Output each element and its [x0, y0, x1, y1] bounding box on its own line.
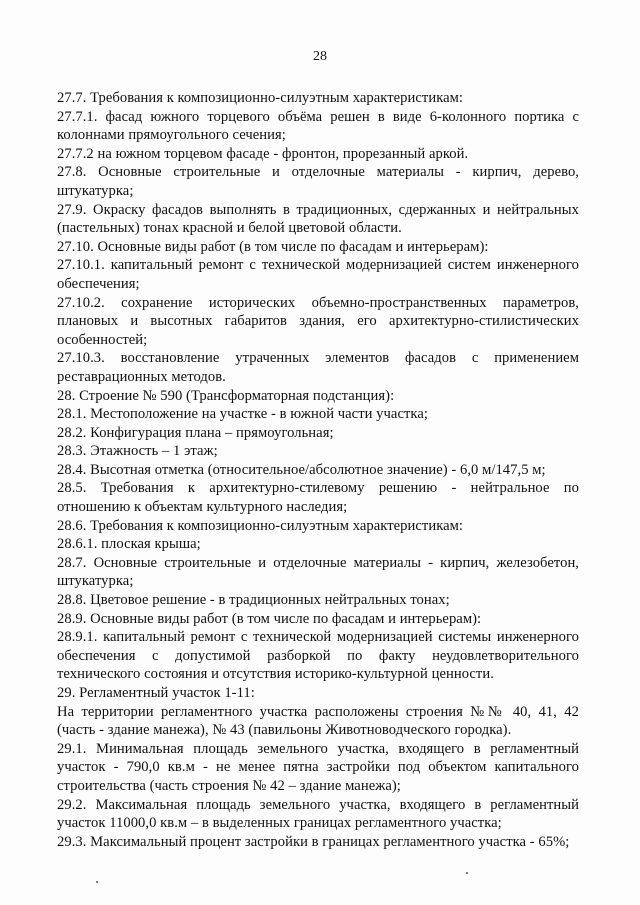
- paragraph-28: 28. Строение № 590 (Трансформаторная подстанция):: [57, 387, 395, 404]
- paragraph-27-10-1: 27.10.1. капитальный ремонт с технической модернизацией систем инженерного обеспечения;: [57, 257, 579, 292]
- paragraph-28-1: 28.1. Местоположение на участке - в южной части участка;: [57, 406, 428, 423]
- paragraph-27-7-2: 27.7.2 на южном торцевом фасаде - фронтон, прорезанный аркой.: [57, 145, 469, 162]
- paragraph-28-2: 28.2. Конфигурация плана – прямоугольная;: [57, 424, 334, 441]
- paragraph-27-10-2: 27.10.2. сохранение исторических объемно-пространственных параметров, плановых и высотных габаритов здания, его архитектурно-стилистических особенностей;: [57, 294, 579, 348]
- paragraph-29-3: 29.3. Максимальный процент застройки в границах регламентного участка - 65%;: [57, 833, 570, 850]
- paragraph-29-1: 29.1. Минимальная площадь земельного участка, входящего в регламентный участок - 790,0 кв.м - не менее пятна застройки под объектом капитального строительства (часть строения № 42 – здание манежа);: [57, 740, 579, 794]
- paragraph-27-9: 27.9. Окраску фасадов выполнять в традиционных, сдержанных и нейтральных (пастельных) тонах красной и белой цветовой области.: [57, 201, 579, 237]
- paragraph-28-6: 28.6. Требования к композиционно-силуэтным характеристикам:: [57, 517, 464, 534]
- document-body: [57, 89, 579, 851]
- paragraph-29-2: 29.2. Максимальная площадь земельного участка, входящего в регламентный участок 11000,0 кв.м – в выделенных границах регламентного участка;: [57, 796, 579, 832]
- paragraph-27-8: 27.8. Основные строительные и отделочные материалы - кирпич, дерево, штукатурка;: [57, 164, 579, 199]
- paragraph-28-7: 28.7. Основные строительные и отделочные материалы - кирпич, железобетон, штукатурка;: [57, 554, 579, 590]
- paragraph-29: 29. Регламентный участок 1-11:: [57, 685, 255, 701]
- scan-speck: [466, 872, 468, 874]
- paragraph-28-8: 28.8. Цветовое решение - в традиционных нейтральных тонах;: [57, 592, 450, 609]
- paragraph-28-4: 28.4. Высотная отметка (относительное/абсолютное значение) - 6,0 м/147,5 м;: [57, 461, 546, 478]
- paragraph-28-3: 28.3. Этажность – 1 этаж;: [57, 443, 218, 460]
- page-number: 28: [313, 49, 327, 64]
- paragraph-29-intro: На территории регламентного участка расположены строения №№ 40, 41, 42 (часть - здание манежа), № 43 (павильоны Животноводческого городка).: [57, 703, 579, 739]
- paragraph-28-9-1: 28.9.1. капитальный ремонт с технической модернизацией системы инженерного обеспечения с допустимой разборкой по факту неудовлетворительного технического состояния и отсутствия историко-культурной ценности.: [57, 629, 579, 683]
- paragraph-27-7: 27.7. Требования к композиционно-силуэтным характеристикам:: [57, 90, 464, 106]
- scan-speck: [96, 881, 98, 883]
- paragraph-27-10-3: 27.10.3. восстановление утраченных элементов фасадов с применением реставрационных методов.: [57, 350, 579, 385]
- paragraph-28-9: 28.9. Основные виды работ (в том числе по фасадам и интерьерам):: [57, 610, 482, 627]
- paragraph-27-10: 27.10. Основные виды работ (в том числе по фасадам и интерьерам):: [57, 238, 489, 255]
- paragraph-28-6-1: 28.6.1. плоская крыша;: [57, 536, 201, 553]
- paragraph-27-7-1: 27.7.1. фасад южного торцевого объёма решен в виде 6-колонного портика с колоннами прямоугольного сечения;: [57, 108, 579, 144]
- paragraph-28-5: 28.5. Требования к архитектурно-стилевому решению - нейтральное по отношению к объектам культурного наследия;: [57, 480, 579, 516]
